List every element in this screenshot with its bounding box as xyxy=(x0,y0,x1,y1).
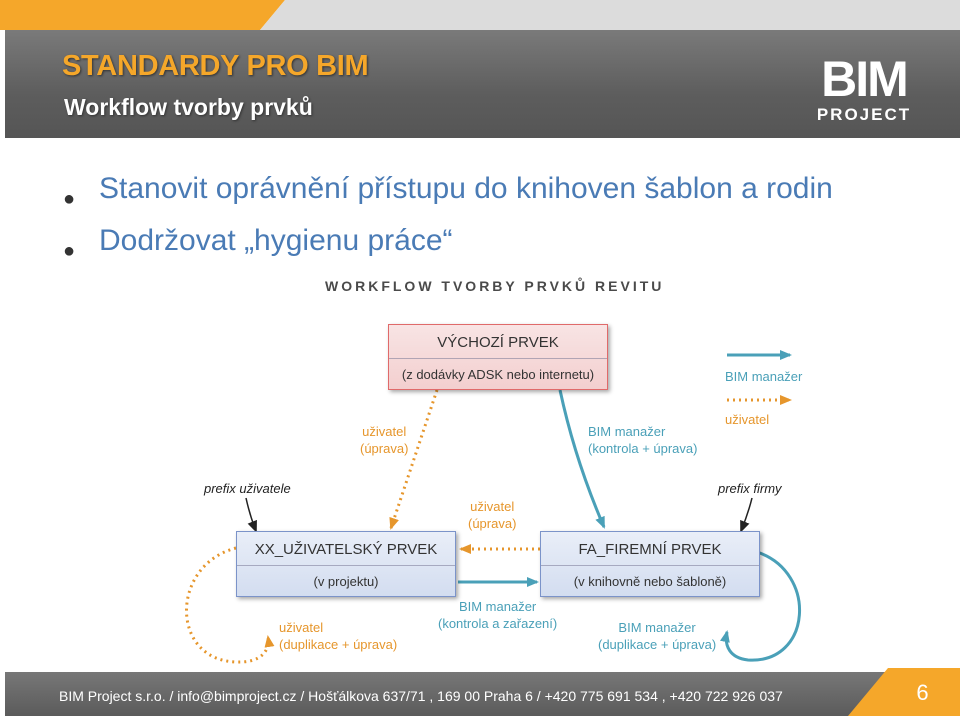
bullet-text: Stanovit oprávnění přístupu do knihoven šablon a rodin xyxy=(99,172,833,205)
label-dup-bim-role: BIM manažer xyxy=(618,620,696,635)
source-box-title: VÝCHOZÍ PRVEK xyxy=(437,334,559,351)
user-element-box xyxy=(236,531,456,597)
arrow-source-to-user xyxy=(391,390,437,528)
arrow-company-prefix xyxy=(741,498,752,531)
label-user-prefix: prefix uživatele xyxy=(204,481,291,496)
label-dup-user-role: uživatel xyxy=(279,620,324,635)
company-box-title: FA_FIREMNÍ PRVEK xyxy=(578,541,722,558)
label-mid-user-action: (úprava) xyxy=(468,516,517,531)
slide-subtitle: Workflow tvorby prvků xyxy=(64,94,313,120)
footer-contact: BIM Project s.r.o. / info@bimproject.cz / Hošťálkova 637/71 , 169 00 Praha 6 / +420 775 691 534 , +420 722 926 037 xyxy=(59,688,783,704)
user-box-divider xyxy=(237,565,455,566)
source-element-box xyxy=(388,324,608,390)
company-box-divider xyxy=(541,565,759,566)
legend-solid-label: BIM manažer xyxy=(725,369,803,384)
source-box-divider xyxy=(389,358,607,359)
bullet-icon: ● xyxy=(63,188,76,210)
legend-dotted-label: uživatel xyxy=(725,412,770,427)
user-box-title: XX_UŽIVATELSKÝ PRVEK xyxy=(254,541,438,558)
label-company-prefix: prefix firmy xyxy=(718,481,782,496)
page-number: 6 xyxy=(916,680,929,705)
source-box-subtitle: (z dodávky ADSK nebo internetu) xyxy=(401,367,595,382)
logo-text: BIM xyxy=(821,52,907,107)
bullet-text: Dodržovat „hygienu práce“ xyxy=(99,224,453,257)
arrow-user-prefix xyxy=(246,498,256,531)
arrow-source-to-company xyxy=(560,390,604,527)
label-mid-bim-action: (kontrola a zařazení) xyxy=(438,616,558,631)
label-dup-user-action: (duplikace + úprava) xyxy=(279,637,398,652)
slide-title: STANDARDY PRO BIM xyxy=(62,50,369,82)
bullet-icon: ● xyxy=(63,240,76,262)
label-mid-bim xyxy=(438,598,557,632)
label-user-edit xyxy=(360,423,408,457)
label-dup-user xyxy=(279,619,397,653)
label-user-edit-role: uživatel xyxy=(362,424,407,439)
user-box-subtitle: (v projektu) xyxy=(313,574,379,589)
logo-subtext: PROJECT xyxy=(816,105,912,124)
label-bim-check-action: (kontrola + úprava) xyxy=(588,441,698,456)
label-dup-bim-action: (duplikace + úprava) xyxy=(598,637,717,652)
label-mid-bim-role: BIM manažer xyxy=(458,599,537,614)
workflow-title: WORKFLOW TVORBY PRVKŮ REVITU xyxy=(325,278,665,294)
label-mid-user xyxy=(468,498,516,532)
label-bim-check-role: BIM manažer xyxy=(588,424,666,439)
label-bim-check xyxy=(588,423,697,457)
label-dup-bim xyxy=(598,619,716,653)
company-element-box xyxy=(540,531,760,597)
label-user-edit-action: (úprava) xyxy=(360,441,409,456)
company-box-subtitle: (v knihovně nebo šabloně) xyxy=(573,574,727,589)
label-mid-user-role: uživatel xyxy=(470,499,515,514)
